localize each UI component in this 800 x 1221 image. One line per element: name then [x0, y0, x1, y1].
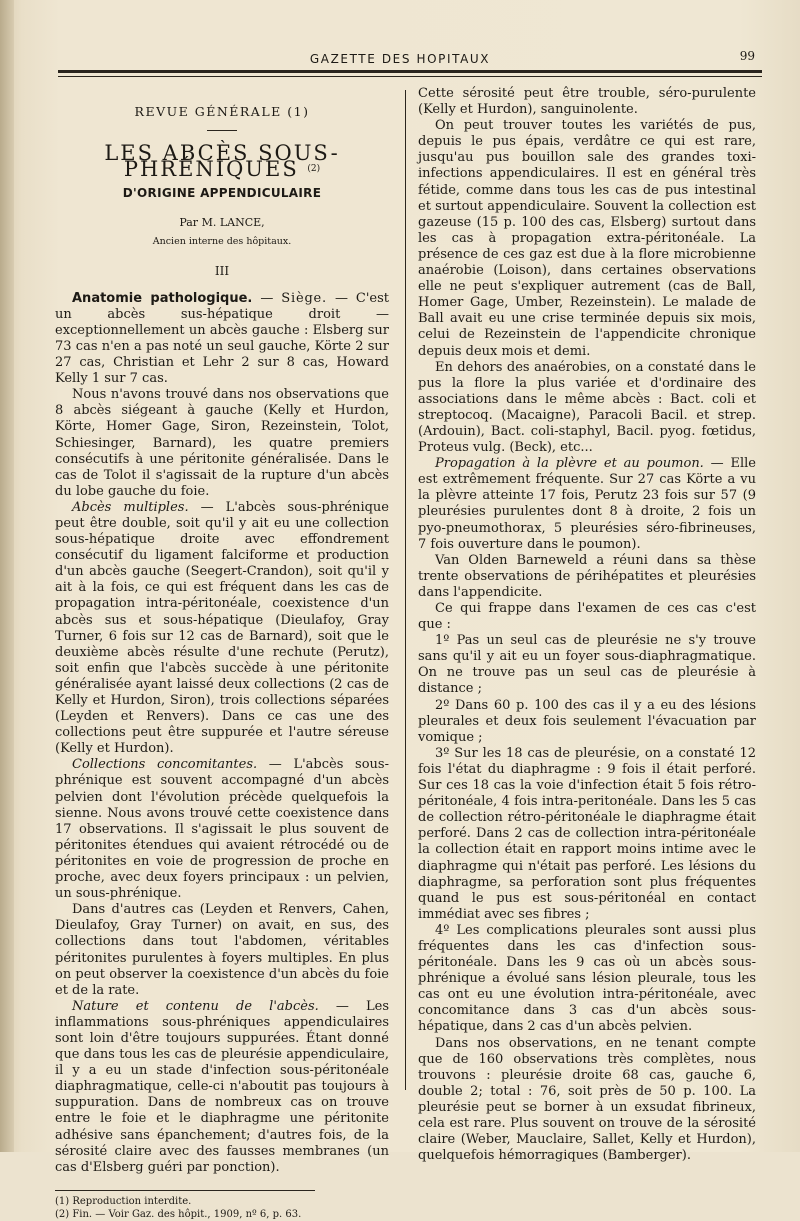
subheading: Abcès multiples. [72, 499, 189, 515]
article-subtitle: D'ORIGINE APPENDICULAIRE [122, 186, 322, 201]
page-number: 99 [739, 49, 755, 63]
article-title [55, 141, 389, 182]
paragraph: 4º Les complications pleurales sont aussi plus fréquentes dans les cas d'infection sous-péritonéale. Dans les 9 cas où un abcès sous-phrénique a évolué sans lésion pleurale, tous les cas ont eu une évolution intra-péritonéale, avec concomitance dans 3 cas d'un abcès sous-hépatique, dans 2 cas d'un abcès pelvien. [418, 922, 756, 1035]
part-number: III [214, 263, 230, 278]
running-title: GAZETTE DES HOPITAUX [309, 52, 491, 66]
paragraph: En dehors des anaérobies, on a constaté dans le pus la flore la plus variée et d'ordinaire des associations dans le même abcès : Bact. coli et streptocoq. (Macaigne), Paracoli Bacil. et strep. (Ardouin), Bact. coli-staphyl, Bacil. pyog. fœtidus, Proteus vulg. (Beck), etc... [418, 359, 756, 456]
title-rule [207, 130, 237, 131]
section-label: REVUE GÉNÉRALE (1) [134, 104, 310, 119]
paragraph: Nous n'avons trouvé dans nos observations que 8 abcès siégeant à gauche (Kelly et Hurdon, Körte, Homer Gage, Siron, Rezeinstein, Tolot, Schiesinger, Barnard), les quatre premiers consécutifs à une péritonite généralisée. Dans le cas de Tolot il s'agissait de la rupture d'un abcès du lobe gauche du foie. [55, 387, 389, 499]
footnote: (2) Fin. — Voir Gaz. des hôpit., 1909, nº 6, p. 63. [55, 1208, 302, 1220]
paragraph: 1º Pas un seul cas de pleurésie ne s'y trouve sans qu'il y ait eu un foyer sous-diaphragmatique. On ne trouve pas un seul cas de pleurésie à distance ; [418, 633, 756, 697]
header-rule-thin [58, 76, 762, 77]
paragraph-text: — L'abcès sous-phrénique peut être double, soit qu'il y ait eu une collection sous-hépatique droite avec effondrement consécutif du ligament falciforme et production d'un abcès gauche (Seegert-Crandon), soit qu'il y ait à la fois, ce qui est fréquent dans les cas de propagation intra-péritonéale, coexistence d'un abcès sus et sous-hépatique (Dieulafoy, Gray Turner, 6 fois sur 12 cas de Barnard), soit que le deuxième abcès résulte d'une rechute (Perutz), soit enfin que l'abcès succède à une péritonite généralisée ayant laissé deux collections (2 cas de Kelly et Hurdon, Siron), trois collections séparées (Leyden et Renvers). Dans ce cas une des collections peut être suppurée et l'autre séreuse (Kelly et Hurdon). [55, 499, 389, 757]
paragraph: Van Olden Barneweld a réuni dans sa thèse trente observations de périhépatites et pleurésies dans l'appendicite. [418, 552, 756, 600]
title-footnote-ref: (2) [307, 164, 321, 175]
author-name: Par M. LANCE, [179, 216, 265, 230]
subheading: Propagation à la plèvre et au poumon. [435, 456, 704, 472]
heading-anatomie: Anatomie pathologique. [72, 290, 253, 306]
left-column [55, 94, 389, 1221]
column-divider [405, 90, 406, 1090]
paragraph-text: — Elle est extrêmement fréquente. Sur 27 cas Körte a vu la plèvre atteinte 17 fois, Perutz 23 fois sur 57 (9 pleurésies purulentes dont 8 à droite, 2 fois un pyo-pneumothorax, 5 pleurésies séro-fibrineuses, 7 fois ouverture dans le poumon). [418, 456, 756, 552]
subheading: Nature et contenu de l'abcès. [72, 998, 319, 1014]
heading-siege: Siège. [281, 290, 327, 306]
paragraph: 3º Sur les 18 cas de pleurésie, on a constaté 12 fois l'état du diaphragme : 9 fois il était perforé. Sur ces 18 cas la voie d'infection était 5 fois rétro-péritonéale, 4 fois intra-peritonéale. Dans les 5 cas de collection rétro-péritonéale le diaphragme était perforé. Dans 2 cas de collection intra-péritonéale la collection était en rapport moins intime avec le diaphragme qui n'était pas perforé. Les lésions du diaphragme, sa perforation sont plus fréquentes quand le pus est sous-péritonéal en contact immédiat avec ses fibres ; [418, 745, 756, 922]
footnotes [55, 1190, 315, 1221]
paragraph: 2º Dans 60 p. 100 des cas il y a eu des lésions pleurales et deux fois seulement l'évacuation par vomique ; [418, 697, 756, 745]
paragraph-abces-multiples [55, 500, 389, 758]
page-binding-edge [0, 0, 14, 1152]
paragraph-text: — Les inflammations sous-phréniques appendiculaires sont loin d'être toujours suppurées. Étant donné que dans tous les cas de pleurésie appendiculaire, il y a eu un stade d'infection sous-péritonéale diaphragmatique, celle-ci n'aboutit pas toujours à suppuration. Dans de nombreux cas on trouve entre le foie et le diaphragme une péritonite adhésive sans épanchement; d'autres fois, de la sérosité claire avec des fausses membranes (un cas d'Elsberg guéri par ponction). [55, 998, 389, 1175]
right-column [418, 86, 756, 1164]
header-rule-thick [58, 70, 762, 73]
paragraph: Cette sérosité peut être trouble, séro-purulente (Kelly et Hurdon), sanguinolente. [418, 86, 756, 118]
paragraph-propagation [418, 456, 756, 553]
article-title-text: LES ABCÈS SOUS-PHRÉNIQUES [104, 141, 340, 182]
subheading: Collections concomitantes. [72, 757, 258, 773]
paragraph: Dans d'autres cas (Leyden et Renvers, Cahen, Dieulafoy, Gray Turner) on avait, en sus, des collections dans tout l'abdomen, véritables péritonites purulentes à foyers multiples. En plus on peut observer la coexistence d'un abcès du foie et de la rate. [55, 902, 389, 998]
dash: — [252, 290, 282, 306]
paragraph: Ce qui frappe dans l'examen de ces cas c'est que : [418, 601, 756, 633]
paragraph-collections [55, 757, 389, 902]
author-role: Ancien interne des hôpitaux. [152, 236, 292, 248]
paragraph-text: — L'abcès sous-phrénique est souvent accompagné d'un abcès pelvien dont l'évolution précède quelquefois la sienne. Nous avons trouvé cette coexistence dans 17 observations. Il s'agissait le plus souvent de péritonites étendues qui avaient rétrocédé ou de péritonites en voie de progression de proche en proche, avec deux foyers principaux : un pelvien, un sous-phrénique. [55, 757, 389, 902]
paragraph: On peut trouver toutes les variétés de pus, depuis le pus épais, verdâtre ce qui est rare, jusqu'au pus bouillon sale des grandes toxi-infections appendiculaires. Il est en général très fétide, comme dans tous les cas de pus intestinal et surtout appendiculaire. Souvent la collection est gazeuse (15 p. 100 des cas, Elsberg) surtout dans les cas à propagation extra-péritonéale. La présence de ces gaz est due à la flore microbienne anaérobie (Loison), dans certaines observations elle ne peut s'expliquer autrement (cas de Ball, Homer Gage, Umber, Rezeinstein). Le malade de Ball avait eu une crise terminée depuis six mois, celui de Rezeinstein de l'appendicite chronique depuis deux mois et demi. [418, 118, 756, 359]
paragraph-text: — C'est un abcès sus-hépatique droit — exceptionnellement un abcès gauche : Elsberg sur 73 cas n'en a pas noté un seul gauche, Körte 2 sur 27 cas, Christian et Lehr 2 sur 8 cas, Howard Kelly 1 sur 7 cas. [55, 290, 390, 387]
paragraph-siege [55, 291, 389, 388]
paragraph: Dans nos observations, en ne tenant compte que de 160 observations très complètes, nous trouvons : pleurésie droite 68 cas, gauche 6, double 2; total : 76, soit près de 50 p. 100. La pleurésie peut se borner à un exsudat fibrineux, cela est rare. Plus souvent on trouve de la sérosité claire (Weber, Mauclaire, Sallet, Kelly et Hurdon), quelquefois hémorragiques (Bamberger). [418, 1035, 756, 1164]
paragraph-nature [55, 999, 389, 1176]
footnote: (1) Reproduction interdite. [55, 1195, 192, 1207]
